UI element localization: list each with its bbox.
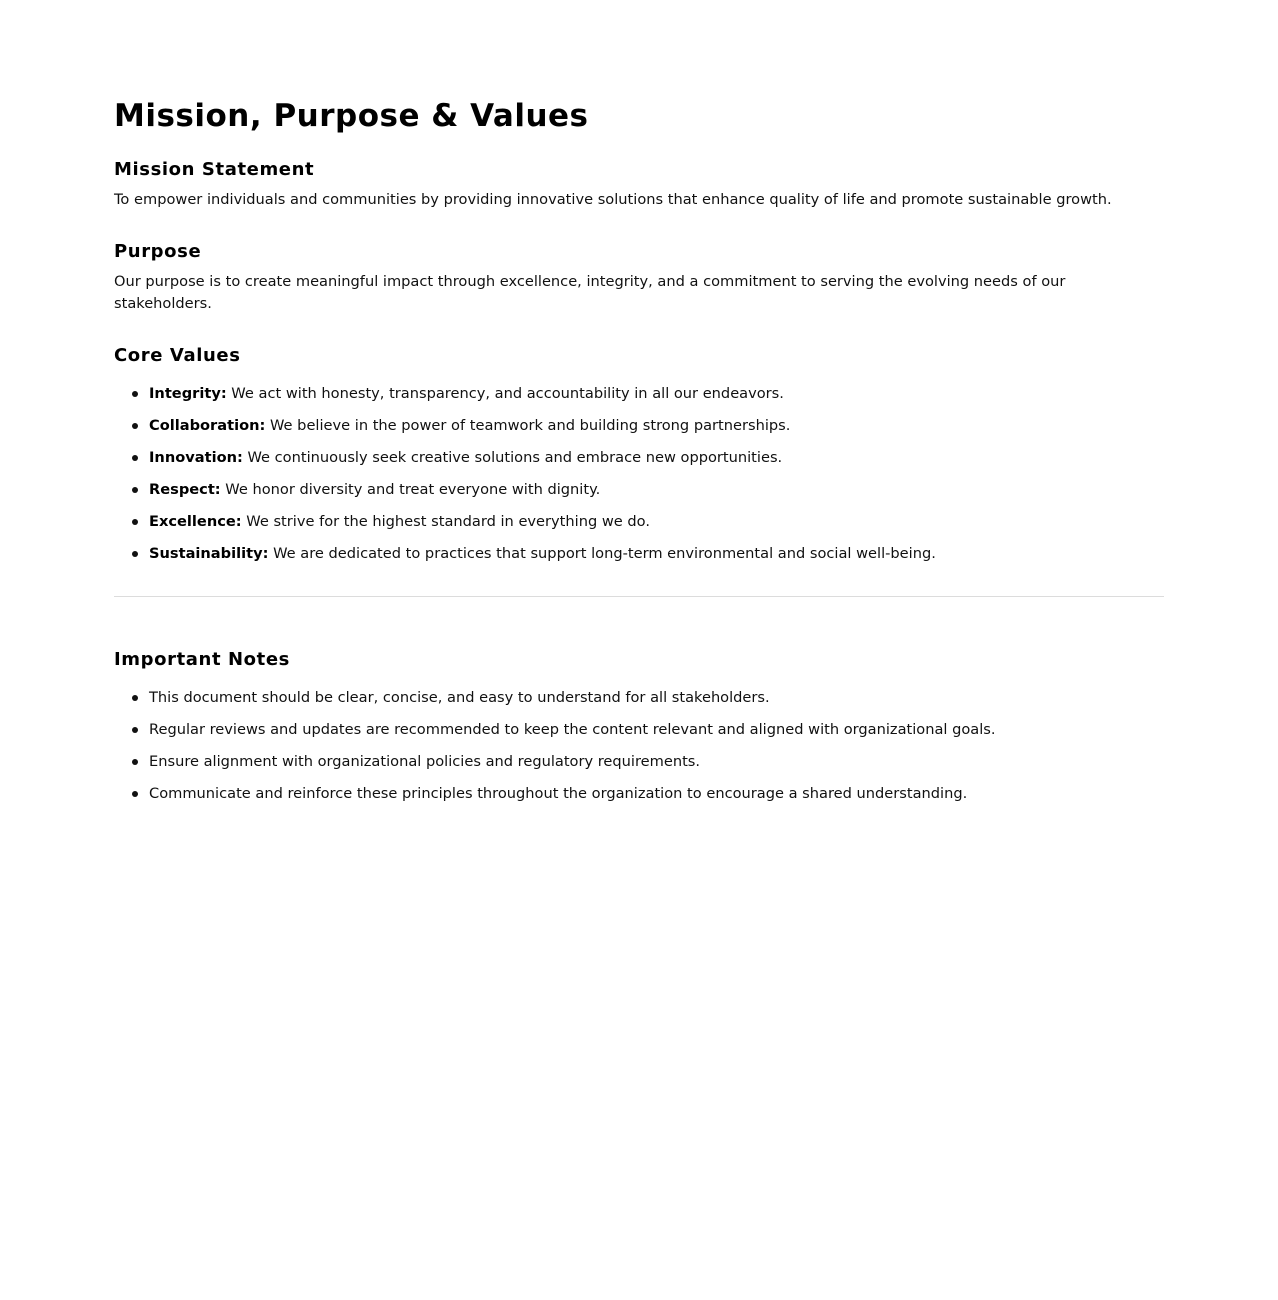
value-text: We continuously seek creative solutions and embrace new opportunities. [242,449,783,466]
value-item-sustainability [149,543,1164,565]
page-title: Mission, Purpose & Values [114,98,589,134]
purpose-heading: Purpose [114,241,202,262]
note-item: This document should be clear, concise, and easy to understand for all stakeholders. [149,687,1164,709]
core-values-heading: Core Values [114,345,241,366]
section-divider [114,596,1164,597]
value-text: We act with honesty, transparency, and accountability in all our endeavors. [226,385,784,402]
value-text: We believe in the power of teamwork and building strong partnerships. [265,417,791,434]
note-item: Regular reviews and updates are recommended to keep the content relevant and aligned with organizational goals. [149,719,1164,741]
value-label: Sustainability: [149,545,269,562]
value-label: Excellence: [149,513,242,530]
value-label: Innovation: [149,449,243,466]
mission-heading: Mission Statement [114,159,315,180]
value-label: Respect: [149,481,221,498]
value-item-integrity [149,383,1164,405]
purpose-section [114,239,1164,315]
purpose-text: Our purpose is to create meaningful impact through excellence, integrity, and a commitment to serving the evolving needs of our stakeholders. [114,273,1066,312]
mission-text: To empower individuals and communities by providing innovative solutions that enhance quality of life and promote sustainable growth. [114,191,1112,208]
value-item-respect [149,479,1164,501]
value-label: Integrity: [149,385,227,402]
important-notes-section [114,647,1164,805]
mission-section [114,157,1164,211]
value-item-innovation [149,447,1164,469]
value-label: Collaboration: [149,417,266,434]
note-item: Ensure alignment with organizational policies and regulatory requirements. [149,751,1164,773]
note-item: Communicate and reinforce these principles throughout the organization to encourage a shared understanding. [149,783,1164,805]
value-text: We honor diversity and treat everyone with dignity. [220,481,601,498]
important-notes-list [114,687,1164,805]
important-notes-heading: Important Notes [114,649,290,670]
value-text: We are dedicated to practices that support long-term environmental and social well-being. [268,545,936,562]
value-text: We strive for the highest standard in everything we do. [241,513,650,530]
value-item-collaboration [149,415,1164,437]
value-item-excellence [149,511,1164,533]
core-values-list [114,383,1164,565]
document-page [114,0,1164,805]
core-values-section [114,343,1164,565]
